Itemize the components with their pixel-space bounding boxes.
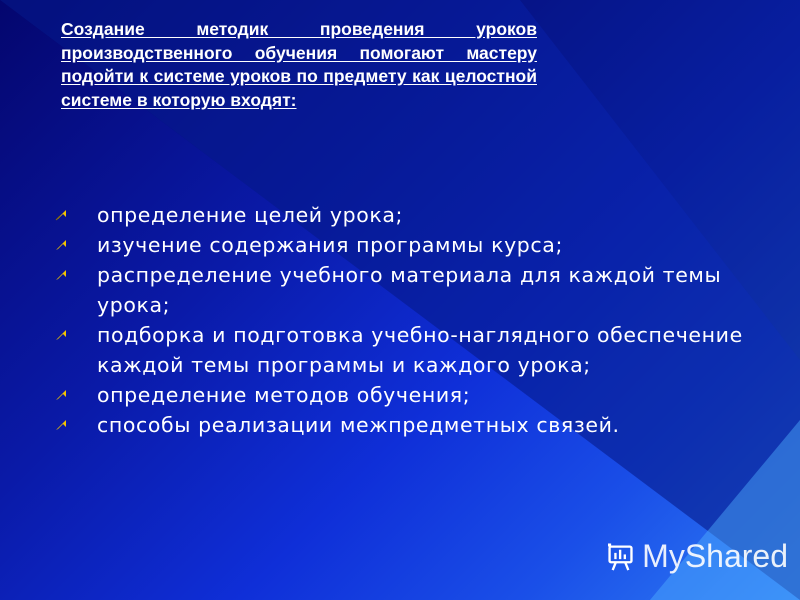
bullet-text: изучение содержания программы курса; <box>97 233 563 257</box>
arrow-bullet-icon <box>55 239 67 251</box>
bullet-text: распределение учебного материала для каждой темы урока; <box>97 263 722 317</box>
intro-text: Создание методик проведения уроков производственного обучения помогают мастеру подойти к системе уроков по предмету как целостной системе в которую входят: <box>61 19 537 110</box>
bullet-item <box>55 200 755 230</box>
bullet-list <box>55 200 755 440</box>
bullet-item <box>55 320 755 380</box>
arrow-bullet-icon <box>55 209 67 221</box>
bullet-item <box>55 230 755 260</box>
bullet-text: способы реализации межпредметных связей. <box>97 413 620 437</box>
arrow-bullet-icon <box>55 329 67 341</box>
bullet-text: подборка и подготовка учебно-наглядного обеспечение каждой темы программы и каждого урока; <box>97 323 743 377</box>
bullet-item <box>55 410 755 440</box>
logo-text: MyShared <box>642 537 788 574</box>
arrow-bullet-icon <box>55 419 67 431</box>
bullet-text: определение методов обучения; <box>97 383 471 407</box>
arrow-bullet-icon <box>55 269 67 281</box>
bullet-item <box>55 260 755 320</box>
myshared-logo <box>608 534 788 578</box>
bullet-item <box>55 380 755 410</box>
bullet-text: определение целей урока; <box>97 203 403 227</box>
presentation-board-icon <box>608 536 636 576</box>
arrow-bullet-icon <box>55 389 67 401</box>
